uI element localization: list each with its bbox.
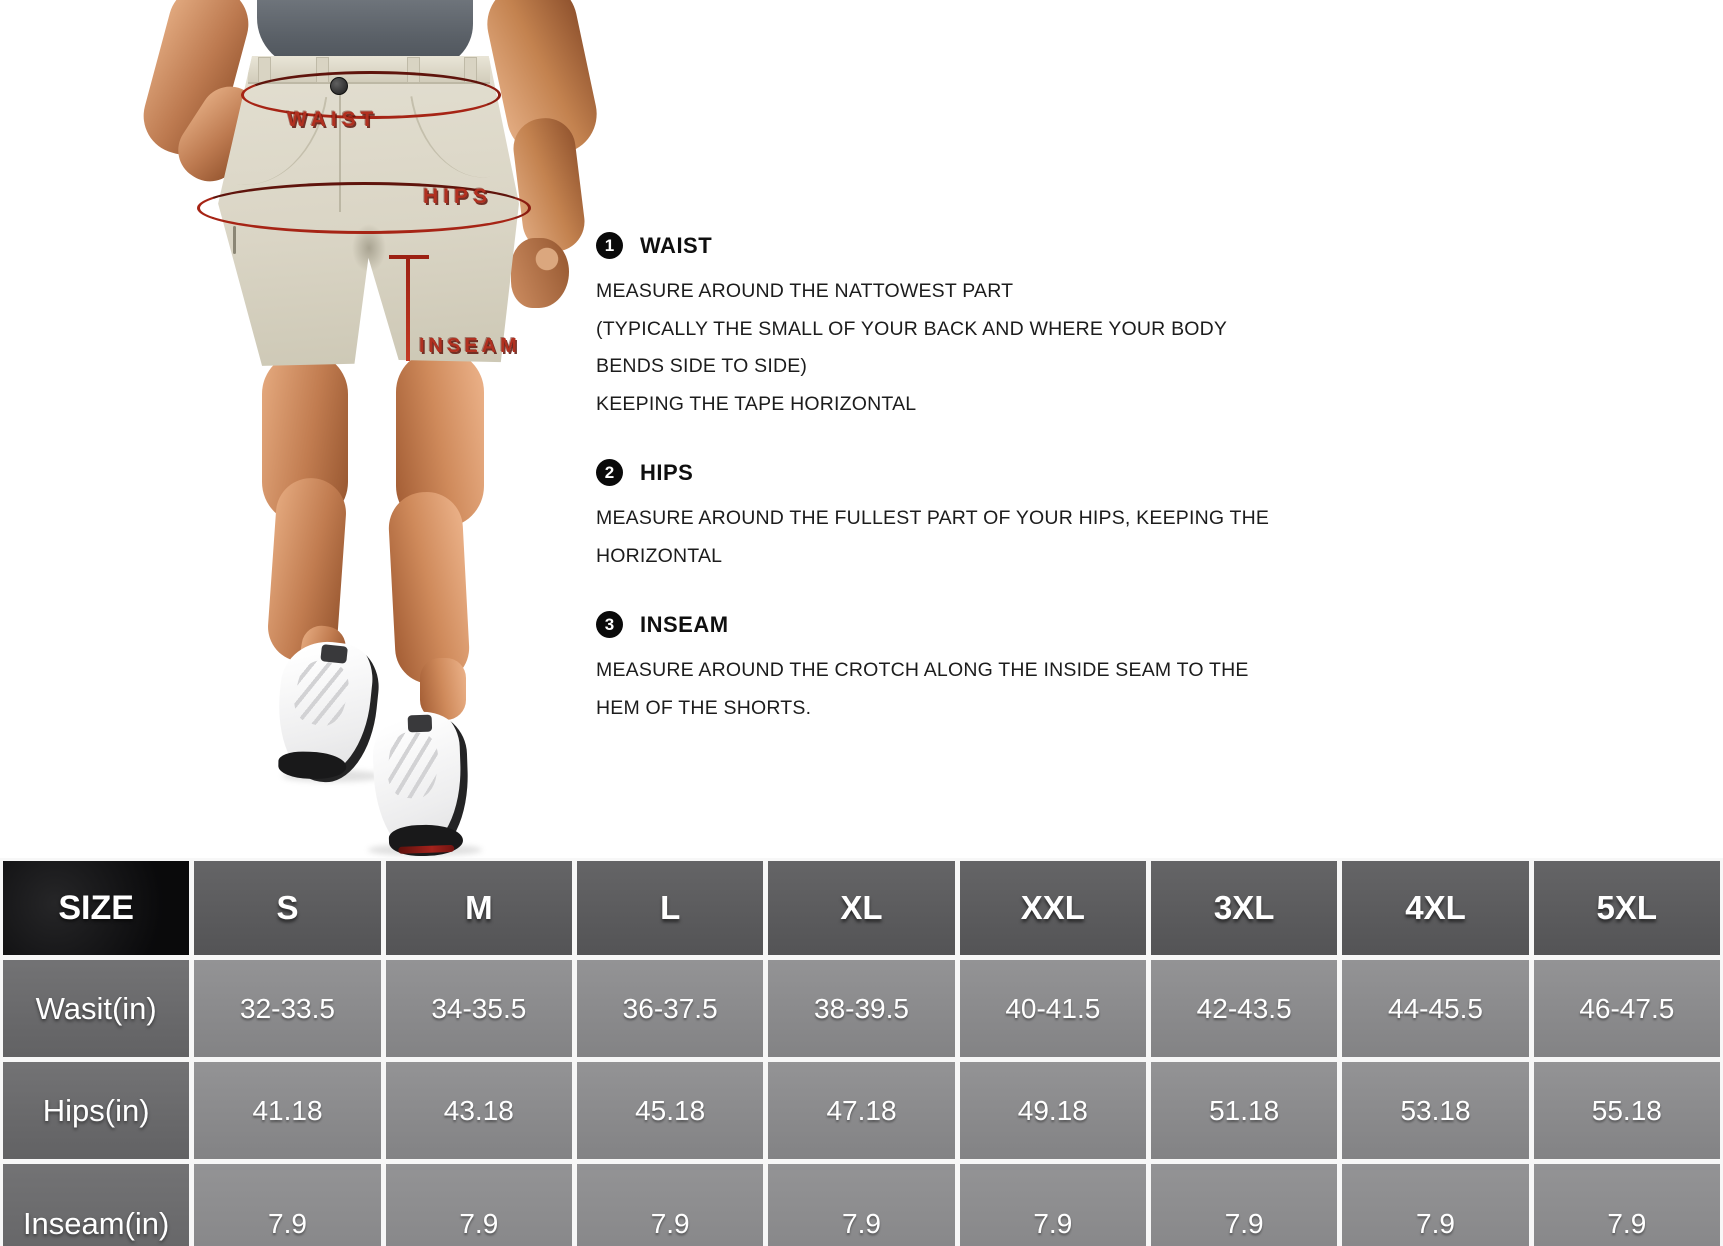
value-cell: 47.18 <box>768 1062 954 1159</box>
value-cell: 36-37.5 <box>577 960 763 1057</box>
inseam-label: INSEAM <box>419 335 521 357</box>
model-front-ankle <box>420 658 466 720</box>
measurement-instructions <box>596 232 1376 763</box>
column-header-cell: 5XL <box>1534 861 1720 955</box>
instruction-line: MEASURE AROUND THE FULLEST PART OF YOUR HIPS, KEEPING THE <box>596 507 1270 529</box>
value-cell: 40-41.5 <box>960 960 1146 1057</box>
instruction-title: HIPS <box>640 459 694 485</box>
instruction-section <box>596 232 1376 423</box>
value-cell: 43.18 <box>386 1062 572 1159</box>
value-cell: 46-47.5 <box>1534 960 1720 1057</box>
instruction-line: HEM OF THE SHORTS. <box>596 696 812 719</box>
model-right-hand <box>511 238 569 308</box>
value-cell: 7.9 <box>768 1164 954 1246</box>
instruction-heading <box>596 611 1376 638</box>
value-cell: 7.9 <box>1534 1164 1720 1246</box>
value-cell: 44-45.5 <box>1342 960 1528 1057</box>
value-cell: 55.18 <box>1534 1062 1720 1159</box>
instruction-line: BENDS SIDE TO SIDE) <box>596 355 808 377</box>
value-cell: 42-43.5 <box>1151 960 1337 1057</box>
value-cell: 49.18 <box>960 1062 1146 1159</box>
inseam-measure-line <box>406 257 410 361</box>
instruction-line: MEASURE AROUND THE NATTOWEST PART <box>596 280 1014 302</box>
model-photo <box>0 0 600 858</box>
row-label-cell: Wasit(in) <box>3 960 189 1057</box>
model-front-calf <box>387 490 471 686</box>
back-sneaker <box>271 637 383 786</box>
sneaker-toe-cap <box>278 751 346 779</box>
hips-label: HIPS <box>423 185 493 208</box>
value-cell: 53.18 <box>1342 1062 1528 1159</box>
column-header-cell: S <box>194 861 380 955</box>
sneaker-laces <box>289 656 354 731</box>
row-label-cell: Hips(in) <box>3 1062 189 1159</box>
value-cell: 7.9 <box>1342 1164 1528 1246</box>
value-cell: 7.9 <box>960 1164 1146 1246</box>
instruction-line: KEEPING THE TAPE HORIZONTAL <box>596 392 917 415</box>
row-label-cell: Inseam(in) <box>3 1164 189 1246</box>
value-cell: 38-39.5 <box>768 960 954 1057</box>
instruction-number-badge: 2 <box>596 459 623 486</box>
value-cell: 7.9 <box>1151 1164 1337 1246</box>
instruction-number-badge: 3 <box>596 611 623 638</box>
instruction-section <box>596 611 1376 727</box>
instruction-line: MEASURE AROUND THE CROTCH ALONG THE INSIDE SEAM TO THE <box>596 659 1249 681</box>
value-cell: 32-33.5 <box>194 960 380 1057</box>
column-header-cell: XL <box>768 861 954 955</box>
instruction-heading <box>596 232 1376 259</box>
instruction-title: WAIST <box>640 232 713 258</box>
column-header-cell: XXL <box>960 861 1146 955</box>
value-cell: 34-35.5 <box>386 960 572 1057</box>
front-sneaker <box>372 710 471 857</box>
value-cell: 51.18 <box>1151 1062 1337 1159</box>
size-chart-corner-cell: SIZE <box>3 861 189 955</box>
shorts-zipper-pocket <box>233 226 236 254</box>
value-cell: 41.18 <box>194 1062 380 1159</box>
waist-label: WAIST <box>287 108 379 131</box>
instruction-section <box>596 459 1376 575</box>
column-header-cell: 4XL <box>1342 861 1528 955</box>
instruction-title: INSEAM <box>640 611 729 637</box>
column-header-cell: L <box>577 861 763 955</box>
column-header-cell: 3XL <box>1151 861 1337 955</box>
sneaker-tongue <box>407 714 432 732</box>
instruction-line: HORIZONTAL <box>596 544 723 567</box>
value-cell: 7.9 <box>577 1164 763 1246</box>
instruction-line: (TYPICALLY THE SMALL OF YOUR BACK AND WHERE YOUR BODY <box>596 317 1228 340</box>
column-header-cell: M <box>386 861 572 955</box>
value-cell: 7.9 <box>194 1164 380 1246</box>
instruction-number-badge: 1 <box>596 232 623 259</box>
sneaker-laces <box>385 730 441 801</box>
instruction-heading <box>596 459 1376 486</box>
size-chart-table <box>0 858 1723 1246</box>
value-cell: 45.18 <box>577 1062 763 1159</box>
value-cell: 7.9 <box>386 1164 572 1246</box>
